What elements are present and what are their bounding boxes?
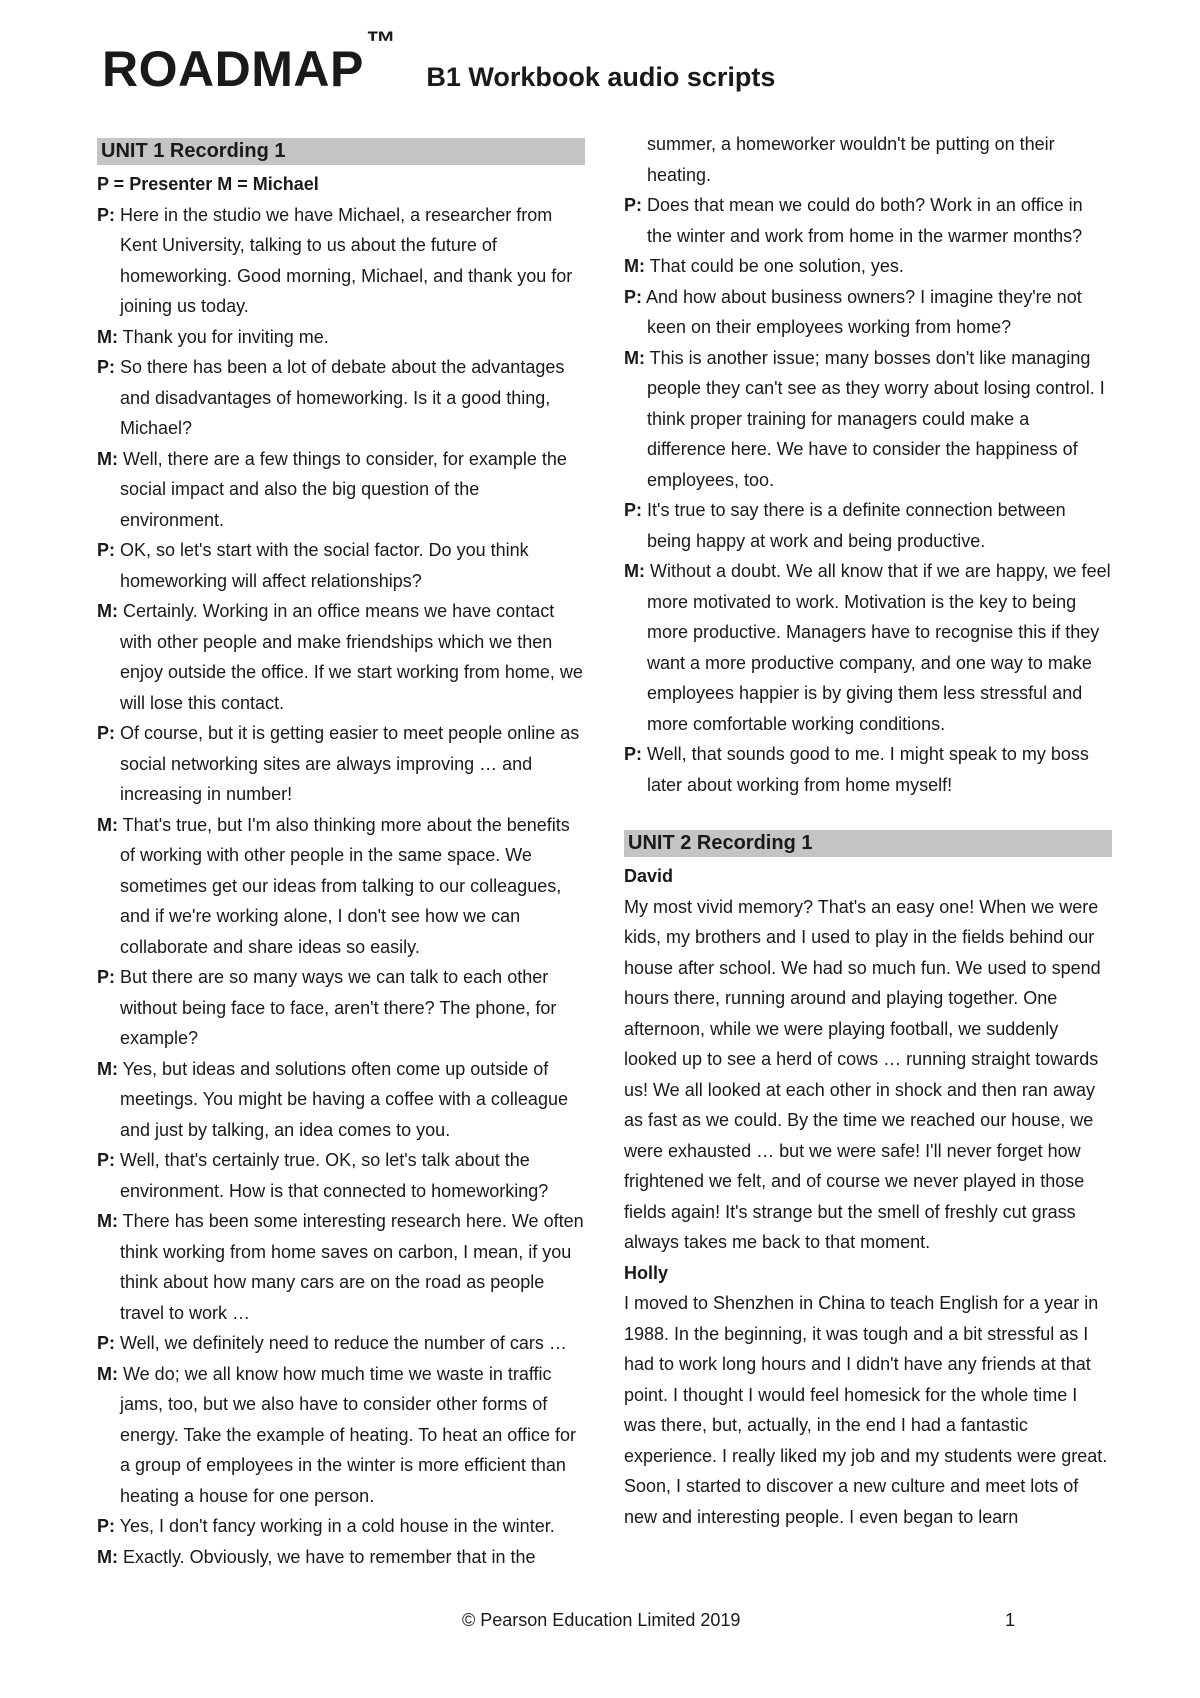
speaker-label: P: (624, 286, 642, 307)
dialogue-line (97, 1145, 585, 1206)
dialogue-text: Without a doubt. We all know that if we are happy, we feel more motivated to work. Motivation is the key to being more productive. Managers have to recognise this if they want a more productive company, and one way to make employees happier is by giving them less stressful and more comfortable working conditions. (645, 561, 1111, 734)
monologue-text: I moved to Shenzhen in China to teach English for a year in 1988. In the beginning, it was tough and a bit stressful as I had to work long hours and I didn't have any friends at that point. I thought I would feel homesick for the whole time I was there, but, actually, in the end I had a fantastic experience. I really liked my job and my students were great. Soon, I started to discover a new culture and meet lots of new and interesting people. I even began to learn (624, 1293, 1108, 1527)
dialogue-text: There has been some interesting research here. We often think working from home saves on carbon, I mean, if you think about how many cars are on the road as people travel to work … (118, 1211, 584, 1323)
dialogue-line (97, 322, 585, 353)
dialogue-text: Certainly. Working in an office means we have contact with other people and make friendships which we then enjoy outside the office. If we start working from home, we will lose this contact. (118, 601, 583, 713)
dialogue-line (97, 352, 585, 444)
page-header (102, 26, 776, 98)
speaker-label: P: (97, 1333, 115, 1353)
speaker-label: M: (97, 601, 118, 621)
dialogue-line (97, 1542, 585, 1573)
dialogue-line (624, 739, 1112, 800)
dialogue-line (624, 556, 1112, 739)
speaker-label: M: (97, 448, 118, 469)
speaker-name: Holly (624, 1262, 669, 1283)
trademark-symbol: ™ (365, 26, 397, 59)
speaker-label: P: (97, 723, 115, 743)
speaker-label: P: (624, 195, 642, 215)
dialogue-line (624, 343, 1112, 496)
speaker-label: M: (97, 1211, 118, 1231)
unit1-dialogue-continued (624, 190, 1112, 800)
speaker-label: M: (97, 1058, 118, 1079)
speaker-label: P: (624, 500, 642, 520)
monologue-text: My most vivid memory? That's an easy one! When we were kids, my brothers and I used to play in the fields behind our house after school. We had so much fun. We used to spend hours there, running around and playing together. One afternoon, while we were playing football, we suddenly looked up to see a herd of cows … running straight towards us! We all looked at each other in shock and then ran away as fast as we could. By the time we reached our house, we were exhausted … but we were safe! I'll never forget how frightened we felt, and of course we never played in those fields again! It's strange but the smell of freshly cut grass always takes me back to that moment. (624, 896, 1101, 1252)
dialogue-line (624, 495, 1112, 556)
brand-title: ROADMAP™ (102, 26, 397, 97)
dialogue-text: Of course, but it is getting easier to meet people online as social networking sites are always improving … and increasing in number! (115, 723, 580, 804)
right-column (624, 129, 1112, 1532)
dialogue-text: This is another issue; many bosses don't like managing people they can't see as they worry about losing control. I think proper training for managers could make a difference here. We have to consider the happiness of employees, too. (645, 347, 1105, 490)
speaker-label: P: (97, 357, 115, 377)
dialogue-line (97, 444, 585, 536)
dialogue-text: That's true, but I'm also thinking more about the benefits of working with other people in the same space. We sometimes get our ideas from talking to our colleagues, and if we're working alone, I don't see how we can collaborate and share ideas so easily. (118, 814, 570, 957)
dialogue-text: Well, we definitely need to reduce the number of cars … (115, 1333, 567, 1353)
page-number: 1 (1005, 1610, 1016, 1630)
speaker-label: M: (624, 347, 645, 368)
speaker-key: P = Presenter M = Michael (97, 174, 319, 194)
dialogue-line (97, 1328, 585, 1359)
copyright-notice: © Pearson Education Limited 2019 (462, 1610, 741, 1630)
dialogue-text: Thank you for inviting me. (118, 326, 329, 347)
dialogue-text: Well, that's certainly true. OK, so let's talk about the environment. How is that connected to homeworking? (115, 1150, 549, 1201)
speaker-label: M: (97, 326, 118, 347)
dialogue-line (97, 1206, 585, 1328)
dialogue-text: It's true to say there is a definite connection between being happy at work and being productive. (642, 500, 1066, 551)
dialogue-text: Exactly. Obviously, we have to remember that in the (118, 1546, 536, 1567)
speaker-label: P: (97, 204, 115, 225)
dialogue-text: Here in the studio we have Michael, a researcher from Kent University, talking to us about the future of homeworking. Good morning, Michael, and thank you for joining us today. (115, 204, 573, 316)
dialogue-line (97, 718, 585, 810)
speaker-label: P: (97, 967, 115, 987)
speaker-label: M: (624, 561, 645, 581)
dialogue-line (97, 1054, 585, 1146)
dialogue-text: Well, that sounds good to me. I might speak to my boss later about working from home myself! (642, 744, 1089, 795)
dialogue-continuation: summer, a homeworker wouldn't be putting on their heating. (647, 134, 1055, 185)
dialogue-text: And how about business owners? I imagine they're not keen on their employees working from home? (642, 286, 1082, 337)
speaker-label: M: (97, 1363, 118, 1384)
dialogue-line (97, 1511, 585, 1542)
speaker-label: P: (97, 1516, 115, 1536)
left-column (97, 138, 585, 1572)
dialogue-text: Yes, I don't fancy working in a cold house in the winter. (115, 1516, 555, 1536)
dialogue-text: OK, so let's start with the social factor. Do you think homeworking will affect relationships? (115, 540, 529, 591)
speaker-label: P: (624, 744, 642, 764)
dialogue-text: Does that mean we could do both? Work in an office in the winter and work from home in the warmer months? (642, 195, 1083, 246)
unit1-heading: UNIT 1 Recording 1 (97, 138, 585, 165)
dialogue-text: Yes, but ideas and solutions often come up outside of meetings. You might be having a coffee with a colleague and just by talking, an idea comes to you. (118, 1058, 568, 1140)
document-subtitle: B1 Workbook audio scripts (426, 62, 776, 92)
dialogue-text: Well, there are a few things to consider, for example the social impact and also the big question of the environment. (118, 448, 567, 530)
speaker-label: M: (624, 256, 645, 276)
dialogue-line (97, 810, 585, 963)
dialogue-line (97, 596, 585, 718)
dialogue-line (624, 190, 1112, 251)
dialogue-text: So there has been a lot of debate about the advantages and disadvantages of homeworking. Is it a good thing, Michael? (115, 357, 565, 438)
dialogue-text: We do; we all know how much time we waste in traffic jams, too, but we also have to consider other forms of energy. Take the example of heating. To heat an office for a group of employees in the winter is more efficient than heating a house for one person. (118, 1363, 576, 1506)
section-gap (624, 800, 1112, 830)
speaker-label: P: (97, 1150, 115, 1170)
speaker-label: M: (97, 814, 118, 835)
dialogue-line (97, 535, 585, 596)
dialogue-line (97, 1359, 585, 1512)
dialogue-line (624, 282, 1112, 343)
dialogue-text: But there are so many ways we can talk to each other without being face to face, aren't there? The phone, for example? (115, 967, 557, 1048)
speaker-label: M: (97, 1546, 118, 1567)
speaker-label: P: (97, 540, 115, 560)
unit2-monologues (624, 861, 1112, 1532)
unit2-heading: UNIT 2 Recording 1 (624, 830, 1112, 857)
dialogue-line (624, 251, 1112, 282)
dialogue-text: That could be one solution, yes. (645, 256, 904, 276)
dialogue-line (97, 200, 585, 322)
unit1-dialogue (97, 200, 585, 1573)
dialogue-line (97, 962, 585, 1054)
speaker-name: David (624, 866, 674, 886)
